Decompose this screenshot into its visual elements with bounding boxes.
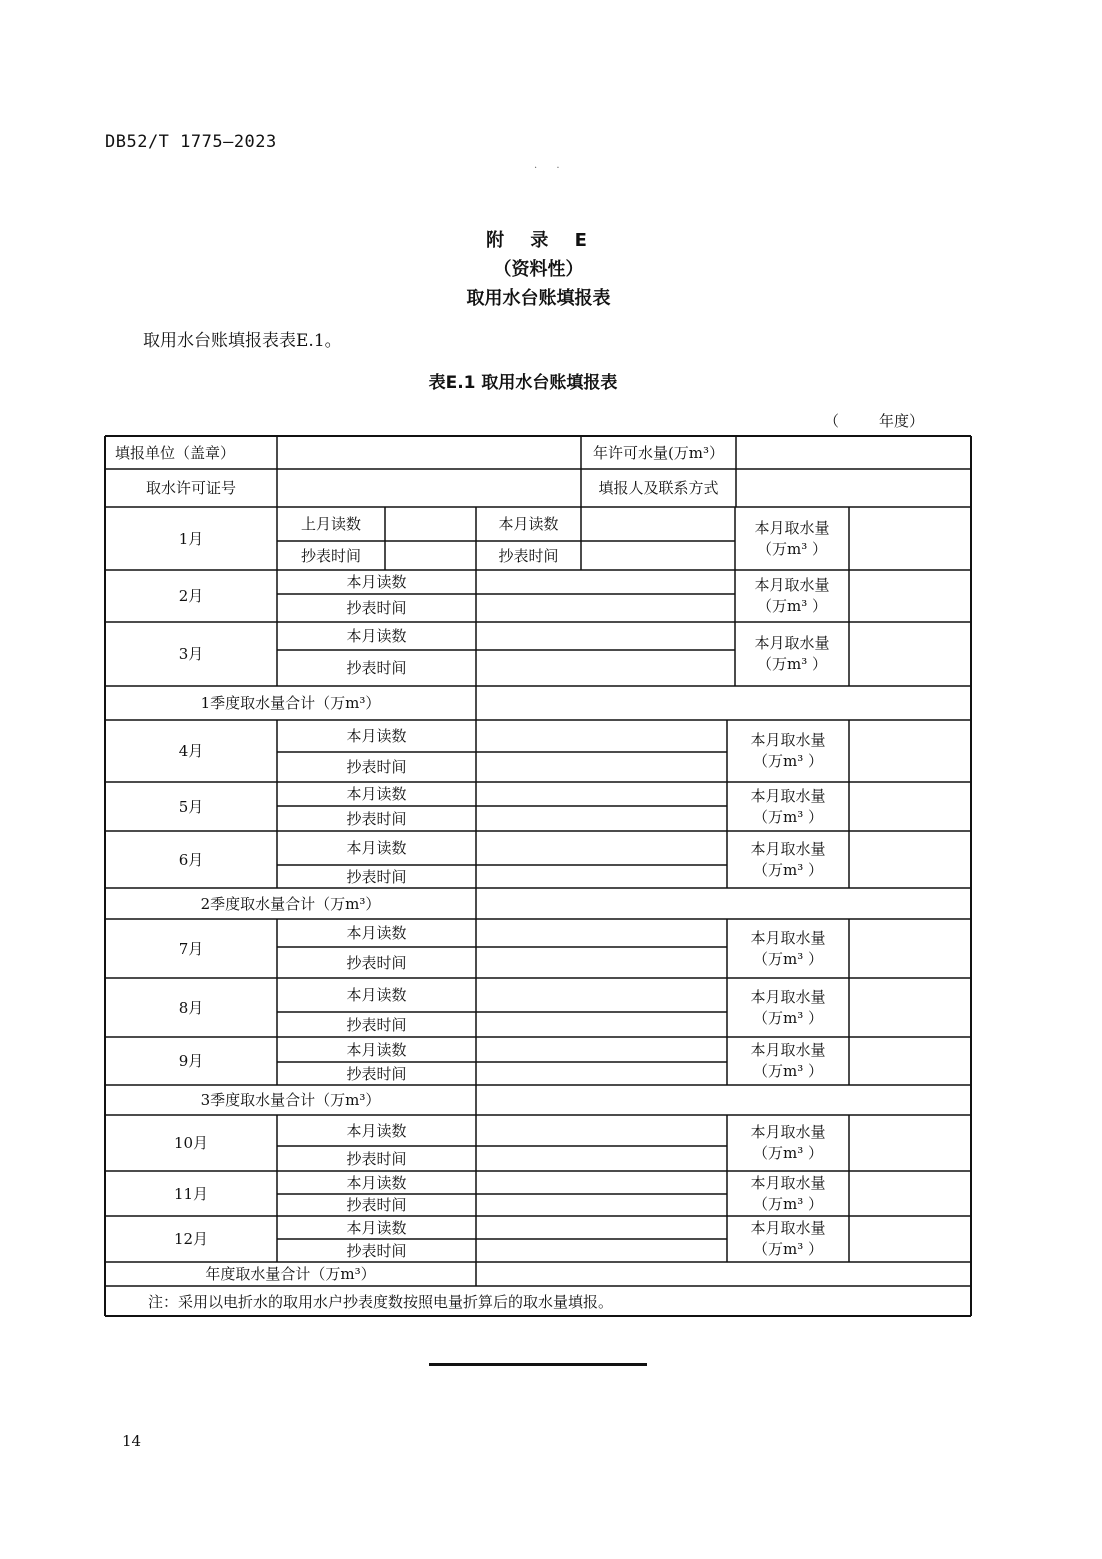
monthly-amount-label [735, 570, 849, 622]
q1-total-field[interactable] [476, 686, 971, 720]
read-time-label: 抄表时间 [346, 758, 407, 776]
header-marks: . . [534, 160, 568, 171]
end-rule [429, 1363, 647, 1366]
read-time-field[interactable] [476, 1012, 727, 1037]
monthly-amount-label [735, 622, 849, 686]
reporter-field[interactable] [736, 469, 971, 507]
cur-reading-field[interactable] [476, 570, 735, 594]
cur-reading-field[interactable] [476, 978, 727, 1012]
monthly-amount-line1: 本月取水量 [750, 928, 826, 947]
read-time-field[interactable] [476, 1146, 727, 1171]
cur-read-time-field[interactable] [581, 541, 735, 570]
table-caption: 表E.1 取用水台账填报表 [428, 373, 618, 393]
cur-reading-label: 本月读数 [346, 573, 407, 591]
read-time-field[interactable] [476, 806, 727, 831]
read-time-field[interactable] [476, 594, 735, 622]
cur-reading-label: 本月读数 [346, 627, 407, 645]
annual-permit-field[interactable] [736, 436, 971, 469]
monthly-amount-label [735, 507, 849, 570]
permit-no-field[interactable] [277, 469, 581, 507]
prev-read-time-label: 抄表时间 [300, 546, 361, 565]
appendix-name: 取用水台账填报表 [466, 288, 611, 309]
monthly-amount-field[interactable] [849, 507, 971, 570]
monthly-amount-line2: （万m³ ） [752, 1062, 823, 1080]
cur-reading-field[interactable] [476, 1171, 727, 1194]
monthly-amount-label [727, 720, 849, 782]
cur-reading-field[interactable] [581, 507, 735, 541]
cur-reading-label: 本月读数 [346, 1218, 407, 1237]
cur-reading-field[interactable] [476, 1037, 727, 1062]
cur-reading-field[interactable] [476, 1115, 727, 1146]
monthly-amount-line2: （万m³ ） [756, 597, 827, 615]
month-2-label: 2月 [178, 587, 204, 605]
monthly-amount-line1: 本月取水量 [750, 786, 826, 805]
read-time-field[interactable] [476, 1239, 727, 1262]
month-11-label: 11月 [173, 1184, 209, 1203]
read-time-field[interactable] [476, 865, 727, 888]
read-time-label: 抄表时间 [346, 599, 407, 617]
annual-permit-label: 年许可水量(万m³） [592, 443, 725, 462]
monthly-amount-field[interactable] [849, 570, 971, 622]
monthly-amount-line1: 本月取水量 [750, 1041, 826, 1059]
q3-total-label: 3季度取水量合计（万m³） [200, 1091, 381, 1109]
cur-reading-label: 本月读数 [346, 924, 407, 942]
prev-reading-label: 上月读数 [300, 515, 361, 533]
read-time-label: 抄表时间 [346, 809, 407, 828]
read-time-label: 抄表时间 [346, 1015, 407, 1034]
monthly-amount-label [727, 782, 849, 831]
month-1-label: 1月 [178, 529, 204, 548]
monthly-amount-line1: 本月取水量 [754, 576, 830, 594]
cur-reading-field[interactable] [476, 782, 727, 806]
read-time-label: 抄表时间 [346, 867, 407, 886]
table-note: 注：采用以电折水的取用水户抄表度数按照电量折算后的取水量填报。 [148, 1293, 614, 1311]
monthly-amount-line2: （万m³ ） [752, 949, 823, 968]
month-5-label: 5月 [178, 797, 204, 816]
monthly-amount-line2: （万m³ ） [752, 1240, 823, 1258]
cur-reading-label: 本月读数 [346, 839, 407, 857]
month-9-label: 9月 [178, 1052, 204, 1070]
unit-field[interactable] [277, 436, 581, 469]
cur-reading-field[interactable] [476, 919, 727, 947]
monthly-amount-line2: （万m³ ） [756, 655, 827, 673]
monthly-amount-line1: 本月取水量 [754, 634, 830, 652]
appendix-title: 附 录 E [486, 230, 591, 251]
q3-total-field[interactable] [476, 1085, 971, 1115]
month-7-label: 7月 [178, 939, 204, 958]
read-time-label: 抄表时间 [346, 1241, 407, 1260]
prev-reading-field[interactable] [385, 507, 476, 541]
cur-reading-field[interactable] [476, 622, 735, 650]
monthly-amount-line1: 本月取水量 [754, 518, 830, 537]
reporter-label: 填报人及联系方式 [598, 479, 719, 497]
year-label [824, 410, 924, 431]
monthly-amount-label [727, 1171, 849, 1216]
monthly-amount-line1: 本月取水量 [750, 1219, 826, 1237]
cur-read-time-label: 抄表时间 [498, 546, 559, 565]
monthly-amount-field[interactable] [849, 782, 971, 831]
cur-reading-label: 本月读数 [346, 727, 407, 745]
monthly-amount-line2: （万m³ ） [752, 752, 823, 770]
monthly-amount-label [727, 978, 849, 1037]
monthly-amount-line2: （万m³ ） [756, 539, 827, 558]
monthly-amount-field[interactable] [849, 919, 971, 978]
monthly-amount-line1: 本月取水量 [750, 839, 826, 858]
q2-total-field[interactable] [476, 888, 971, 919]
monthly-amount-line2: （万m³ ） [752, 1008, 823, 1027]
read-time-label: 抄表时间 [346, 1064, 407, 1083]
monthly-amount-label [727, 1115, 849, 1171]
read-time-field[interactable] [476, 1194, 727, 1216]
read-time-field[interactable] [476, 752, 727, 782]
page-number: 14 [122, 1432, 142, 1450]
cur-reading-label: 本月读数 [346, 785, 407, 803]
annual-total-label: 年度取水量合计（万m³） [205, 1265, 376, 1283]
monthly-amount-field[interactable] [849, 978, 971, 1037]
monthly-amount-line2: （万m³ ） [752, 807, 823, 826]
cur-reading-label: 本月读数 [346, 986, 407, 1004]
cur-reading-label: 本月读数 [346, 1121, 407, 1140]
q1-total-label: 1季度取水量合计（万m³） [200, 694, 381, 712]
monthly-amount-field[interactable] [849, 831, 971, 888]
monthly-amount-line1: 本月取水量 [750, 1173, 826, 1192]
month-3-label: 3月 [178, 645, 204, 663]
monthly-amount-field[interactable] [849, 1115, 971, 1171]
monthly-amount-label [727, 919, 849, 978]
intro-text: 取用水台账填报表表E.1。 [143, 331, 342, 351]
read-time-label: 抄表时间 [346, 1149, 407, 1168]
monthly-amount-label [727, 1037, 849, 1085]
permit-no-label: 取水许可证号 [145, 479, 236, 497]
cur-reading-label: 本月读数 [346, 1173, 407, 1192]
cur-reading-field[interactable] [476, 831, 727, 865]
month-8-label: 8月 [178, 998, 204, 1017]
monthly-amount-field[interactable] [849, 622, 971, 686]
read-time-label: 抄表时间 [346, 1196, 407, 1214]
monthly-amount-field[interactable] [849, 1037, 971, 1085]
monthly-amount-line2: （万m³ ） [752, 860, 823, 879]
monthly-amount-line1: 本月取水量 [750, 987, 826, 1006]
month-4-label: 4月 [178, 742, 204, 760]
appendix-nature: （资料性） [493, 259, 584, 280]
monthly-amount-field[interactable] [849, 1171, 971, 1216]
monthly-amount-line1: 本月取水量 [750, 1123, 826, 1141]
read-time-field[interactable] [476, 650, 735, 686]
month-12-label: 12月 [173, 1230, 209, 1248]
q2-total-label: 2季度取水量合计（万m³） [200, 894, 381, 913]
read-time-field[interactable] [476, 947, 727, 978]
annual-total-field[interactable] [476, 1262, 971, 1286]
cur-reading-field[interactable] [476, 720, 727, 752]
month-10-label: 10月 [173, 1134, 209, 1152]
year-close: 年度） [879, 412, 925, 430]
monthly-amount-line1: 本月取水量 [750, 731, 826, 749]
monthly-amount-field[interactable] [849, 720, 971, 782]
monthly-amount-field[interactable] [849, 1216, 971, 1262]
cur-reading-field[interactable] [476, 1216, 727, 1239]
read-time-label: 抄表时间 [346, 659, 407, 677]
monthly-amount-label [727, 831, 849, 888]
cur-reading-label: 本月读数 [346, 1040, 407, 1059]
unit-label: 填报单位（盖章） [115, 443, 236, 462]
standard-code: DB52/T 1775—2023 [105, 132, 277, 152]
read-time-field[interactable] [476, 1062, 727, 1085]
prev-read-time-field[interactable] [385, 541, 476, 570]
year-open: （ [824, 412, 840, 430]
read-time-label: 抄表时间 [346, 953, 407, 972]
monthly-amount-line2: （万m³ ） [752, 1194, 823, 1213]
cur-reading-label: 本月读数 [498, 515, 559, 533]
monthly-amount-line2: （万m³ ） [752, 1144, 823, 1162]
monthly-amount-label [727, 1216, 849, 1262]
month-6-label: 6月 [178, 850, 204, 869]
